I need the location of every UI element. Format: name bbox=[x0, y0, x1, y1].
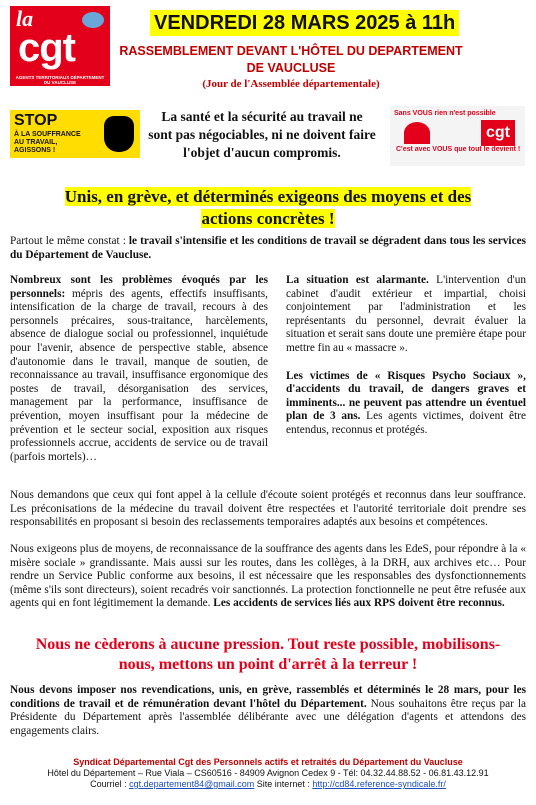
intro-paragraph: Partout le même constat : le travail s'intensifie et les conditions de travail se dégradent dans tous les services du Département de Vaucluse. bbox=[10, 235, 526, 261]
rassemblement-line-1: RASSEMBLEMENT DEVANT L'HÔTEL DU DEPARTEMENT bbox=[119, 44, 463, 58]
stop-souffrance-badge bbox=[10, 110, 140, 158]
rassemblement-line-2: DE VAUCLUSE bbox=[246, 61, 336, 75]
hand-icon bbox=[104, 116, 134, 152]
situation-column bbox=[286, 274, 526, 438]
problems-column: Nombreux sont les problèmes évoqués par les personnels: mépris des agents, effectifs insuffisants, intensification de la charge de travail, recours à des personnels précaires, sous-traitance, harcèlements, absence de dialogue social ou professionnel, inquiétude pour l'avenir, absence de perspective stable, absence d'autonomie dans le travail, manque de soutien, de reconnaissance au travail, insuffisance ergonomique des postes de travail, désorganisation des services, management par la performance, insuffisance de prévention, moyen insuffisant pour la médecine de prévention et le secteur social, exposition aux risques professionnels accrue, accidents de service ou de travail (parfois mortels)… bbox=[10, 274, 268, 463]
logo-subtitle: AGENTS TERRITORIAUX DÉPARTEMENT DU VAUCLUSE bbox=[15, 75, 105, 85]
stop-word: STOP bbox=[14, 112, 58, 129]
logo-la: la bbox=[16, 6, 34, 31]
demand-paragraph: Nous demandons que ceux qui font appel à la cellule d'écoute soient protégés et reconnus dans leur souffrance. Les préconisations de la médecine du travail doivent être respectées et l'autorité territoriale doit prendre ses responsabilités en proposant si besoin des reclassements temporaires adaptés aux besoins et compétences. bbox=[10, 489, 526, 529]
flag-icon bbox=[82, 12, 104, 28]
footer-contacts: Courriel : cgt.departement84@gmail.com Site internet : http://cd84.reference-syndicale.fr/ bbox=[90, 779, 446, 789]
promo-image bbox=[390, 106, 525, 166]
promo-top-text: Sans VOUS rien n'est possible bbox=[394, 110, 496, 117]
event-date: VENDREDI 28 MARS 2025 à 11h bbox=[150, 10, 459, 36]
stop-subtext: À LA SOUFFRANCE AU TRAVAIL, AGISSONS ! bbox=[14, 131, 81, 154]
sante-statement: La santé et la sécurité au travail ne sont pas négociables, ni ne doivent faire l'objet d'aucun compromis. bbox=[148, 109, 376, 160]
promo-cgt-logo: cgt bbox=[481, 120, 515, 146]
victims-paragraph: Les victimes de « Risques Psycho Sociaux », d'accidents du travail, de dangers graves et imminents... ne peuvent pas attendre un éventuel plan de 3 ans. Les agents victimes, doivent être entendus, reconnus et protégés. bbox=[286, 369, 526, 436]
cgt-logo bbox=[10, 6, 110, 86]
exigences-paragraph: Nous exigeons plus de moyens, de reconnaissance de la souffrance des agents dans les EdeS, pour répondre à la « misère sociale » grandissante. Mais aussi sur les routes, dans les collèges, à la DRH, aux archives etc… Pour rendre un Service Public conforme aux besoins, il est nécessaire que les responsables des dysfonctionnements (même s'ils sont directeurs), soient recadrés voir sanctionnés. La protection fonctionnelle ne peut être refusée aux agents qui en font légitimement la demande. Les accidents de services liés aux RPS doivent être reconnus. bbox=[10, 543, 526, 610]
footer-address: Hôtel du Département – Rue Viala – CS60516 - 84909 Avignon Cedex 9 - Tél: 04.32.44.88.52 - 06.81.43.12.91 bbox=[47, 768, 489, 778]
website-link[interactable]: http://cd84.reference-syndicale.fr/ bbox=[312, 779, 446, 789]
promo-bottom-text: C'est avec VOUS que tout le devient ! bbox=[396, 146, 521, 153]
situation-paragraph: La situation est alarmante. L'intervention d'un cabinet d'audit extérieur et impartial, choisi conjointement par l'administration et les représentants du personnel, devrait évaluer la situation et serait sans doute une première étape pour mettre fin au « massacre ». bbox=[286, 274, 527, 354]
footer-org: Syndicat Départemental Cgt des Personnels actifs et retraités du Département du Vaucluse bbox=[73, 757, 463, 767]
footer bbox=[10, 757, 526, 790]
conclusion-paragraph: Nous devons imposer nos revendications, unis, en grève, rassemblés et déterminés le 28 mars, pour les conditions de travail et de rémunération devant l'hôtel du Département. Nous souhaitons être reçus par la Présidente du Département après l'assemblée délibérante avec une délégation d'agents et attendons des engagements clairs. bbox=[10, 684, 526, 737]
main-title: Unis, en grève, et déterminés exigeons des moyens et des actions concrètes ! bbox=[64, 187, 472, 228]
logo-cgt: cgt bbox=[18, 26, 75, 70]
email-link[interactable]: cgt.departement84@gmail.com bbox=[129, 779, 255, 789]
slogan: Nous ne cèderons à aucune pression. Tout reste possible, mobilisons-nous, mettons un point d'arrêt à la terreur ! bbox=[35, 636, 501, 673]
rassemblement-heading bbox=[118, 43, 464, 77]
assembly-note: (Jour de l'Assemblée départementale) bbox=[202, 78, 380, 90]
people-icon bbox=[404, 122, 430, 144]
